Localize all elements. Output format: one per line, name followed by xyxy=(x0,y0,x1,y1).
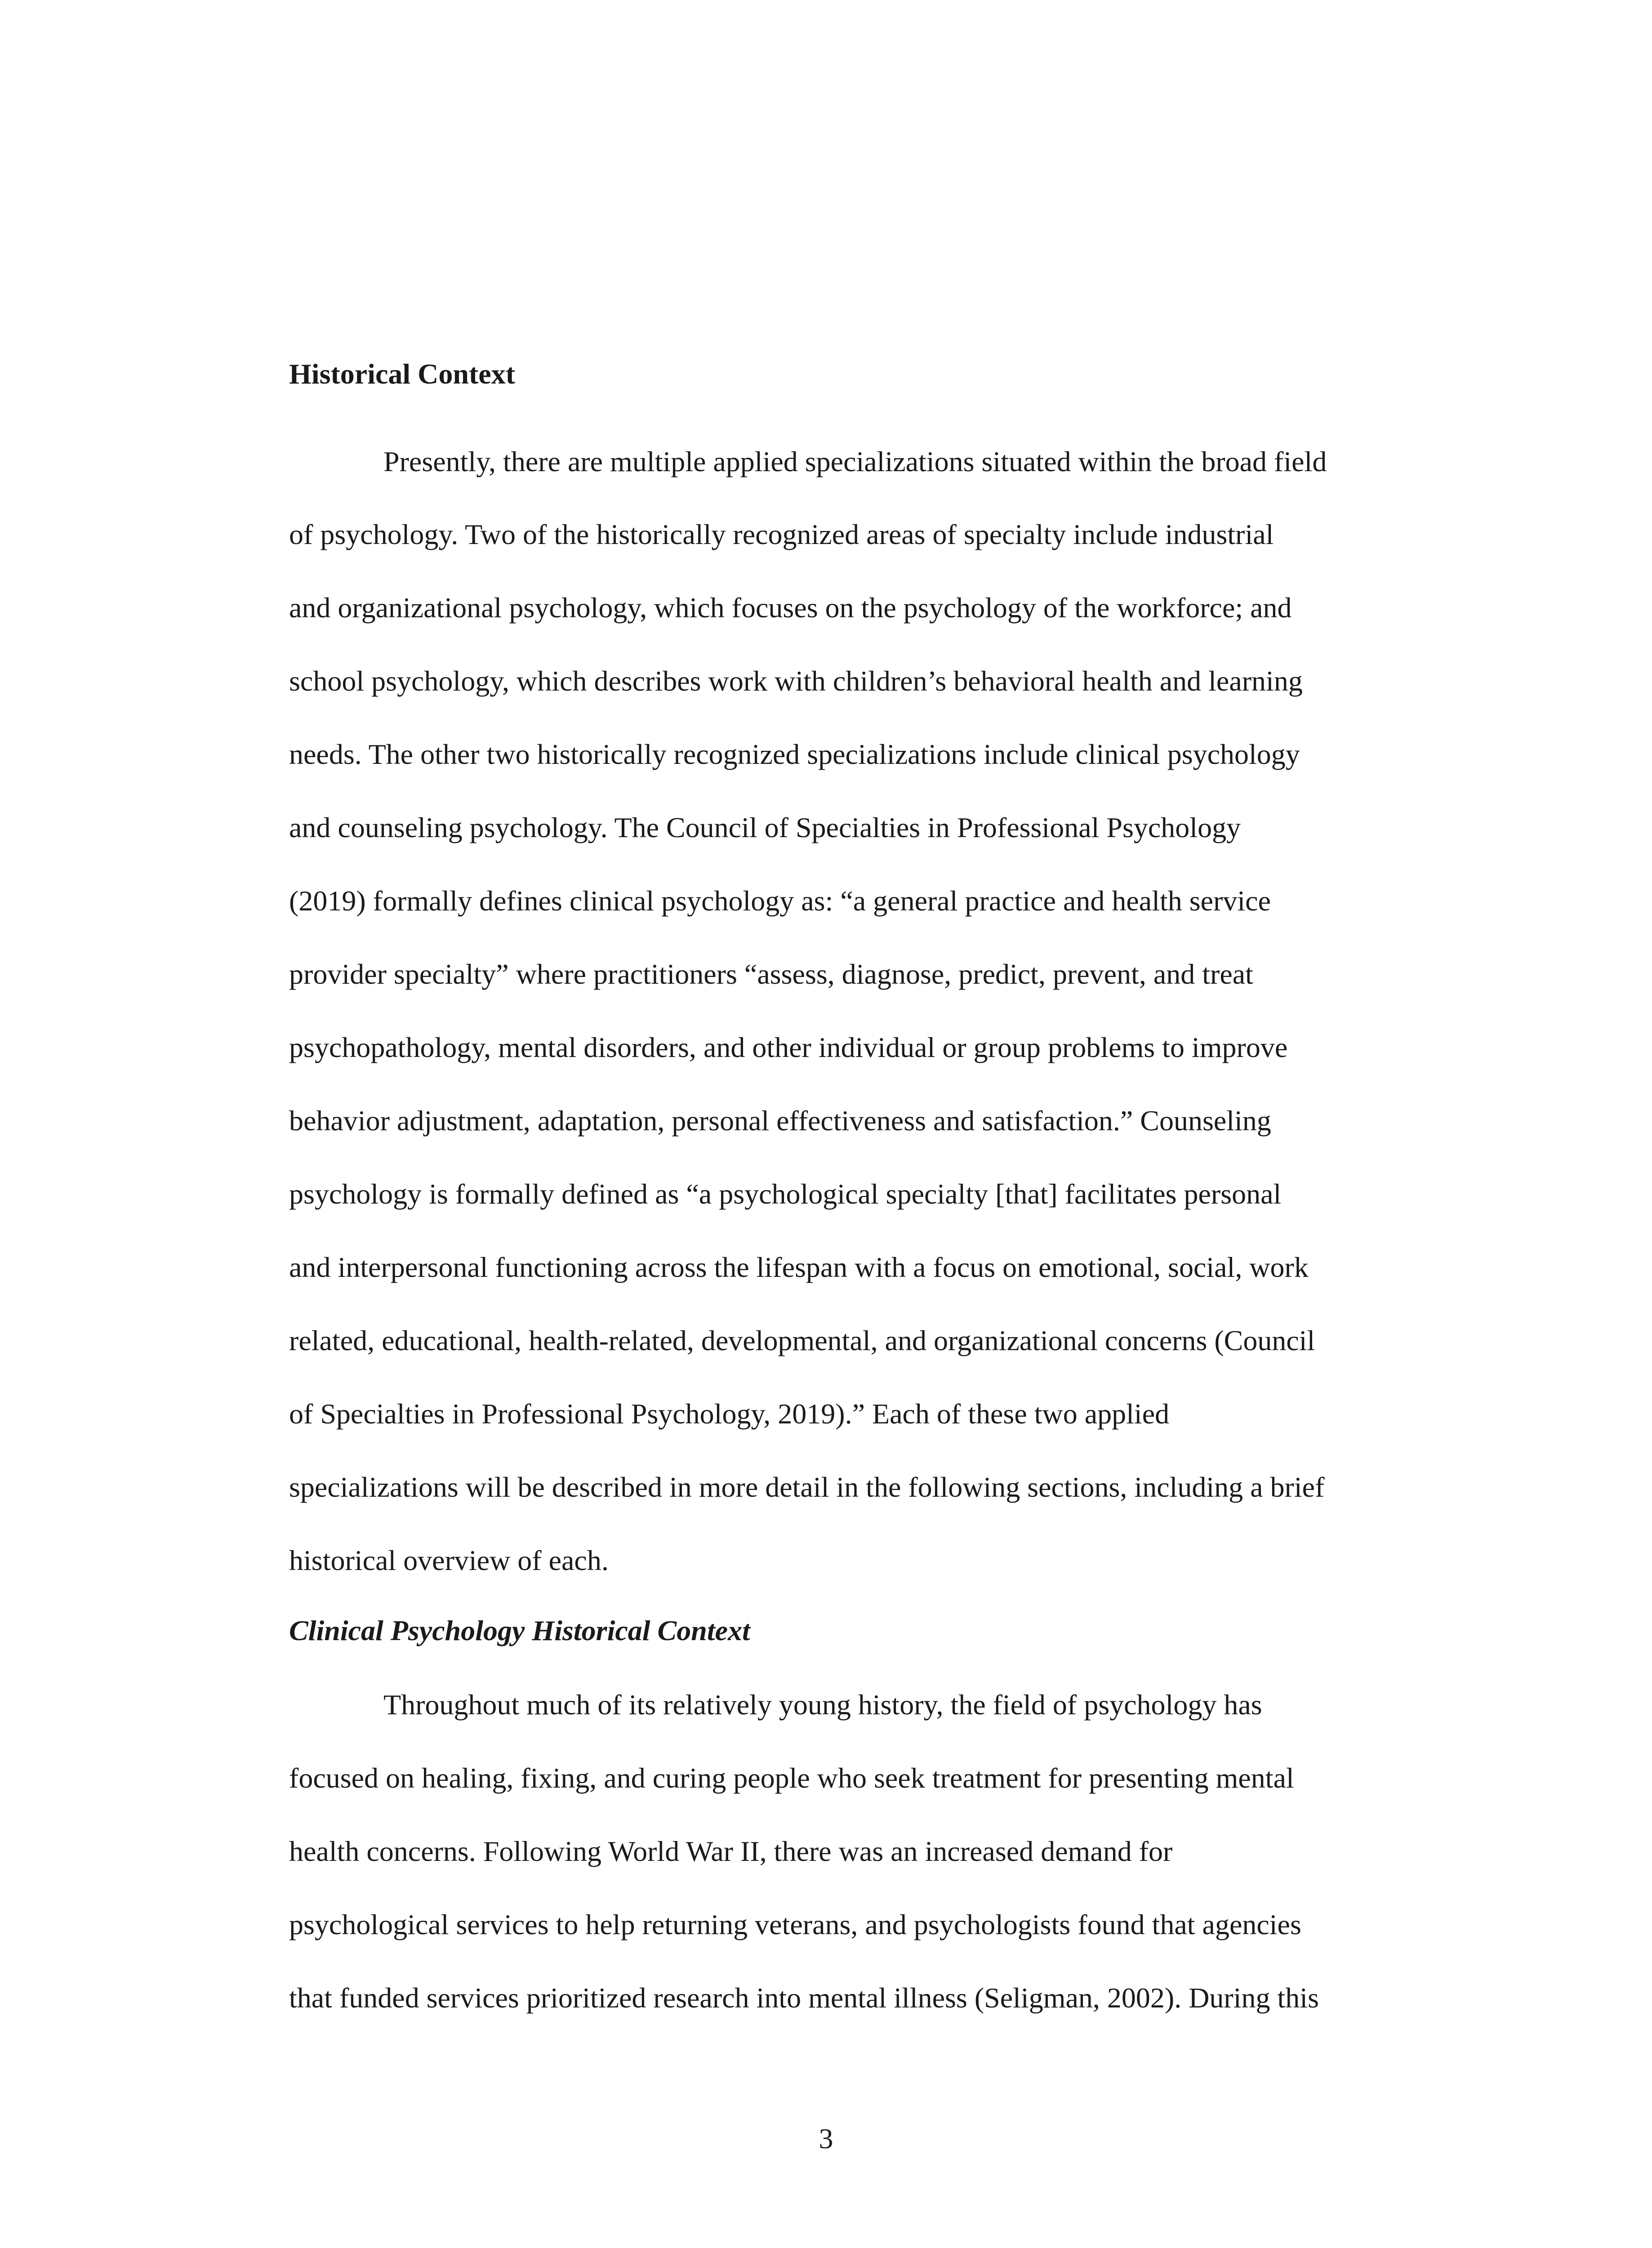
paragraph-line: of Specialties in Professional Psychology, 2019).” Each of these two applied xyxy=(289,1398,1170,1430)
paragraph-line: of psychology. Two of the historically recognized areas of specialty include industrial xyxy=(289,518,1274,550)
paragraph-line: focused on healing, fixing, and curing people who seek treatment for presenting mental xyxy=(289,1762,1294,1794)
paragraph-line: and counseling psychology. The Council of Specialties in Professional Psychology xyxy=(289,812,1241,843)
paragraph-line: specializations will be described in more detail in the following sections, including a brief xyxy=(289,1471,1325,1503)
paragraph-line: psychology is formally defined as “a psychological specialty [that] facilitates personal xyxy=(289,1178,1282,1210)
paragraph-line: that funded services prioritized research into mental illness (Seligman, 2002). During this xyxy=(289,1982,1319,2014)
paragraph-line: psychopathology, mental disorders, and other individual or group problems to improve xyxy=(289,1031,1288,1063)
paragraph-line: school psychology, which describes work with children’s behavioral health and learning xyxy=(289,665,1303,697)
paragraph-line: historical overview of each. xyxy=(289,1544,609,1576)
subsection-heading: Clinical Psychology Historical Context xyxy=(289,1615,750,1646)
paragraph-line: provider specialty” where practitioners “assess, diagnose, predict, prevent, and treat xyxy=(289,958,1253,990)
paragraph-line: (2019) formally defines clinical psychology as: “a general practice and health service xyxy=(289,885,1271,917)
paragraph-line: related, educational, health-related, developmental, and organizational concerns (Council xyxy=(289,1325,1315,1356)
section-heading: Historical Context xyxy=(289,358,515,390)
paragraph-line: and organizational psychology, which focuses on the psychology of the workforce; and xyxy=(289,592,1292,624)
paragraph-line: and interpersonal functioning across the lifespan with a focus on emotional, social, work xyxy=(289,1251,1309,1283)
paragraph-line: Throughout much of its relatively young history, the field of psychology has xyxy=(383,1689,1262,1721)
paragraph-line: behavior adjustment, adaptation, personal effectiveness and satisfaction.” Counseling xyxy=(289,1105,1271,1137)
paragraph-line: psychological services to help returning veterans, and psychologists found that agencies xyxy=(289,1909,1301,1940)
paragraph-line: Presently, there are multiple applied specializations situated within the broad field xyxy=(383,446,1327,477)
page-number: 3 xyxy=(819,2123,833,2154)
paragraph-line: health concerns. Following World War II, there was an increased demand for xyxy=(289,1835,1173,1867)
paragraph-line: needs. The other two historically recognized specializations include clinical psychology xyxy=(289,738,1300,770)
